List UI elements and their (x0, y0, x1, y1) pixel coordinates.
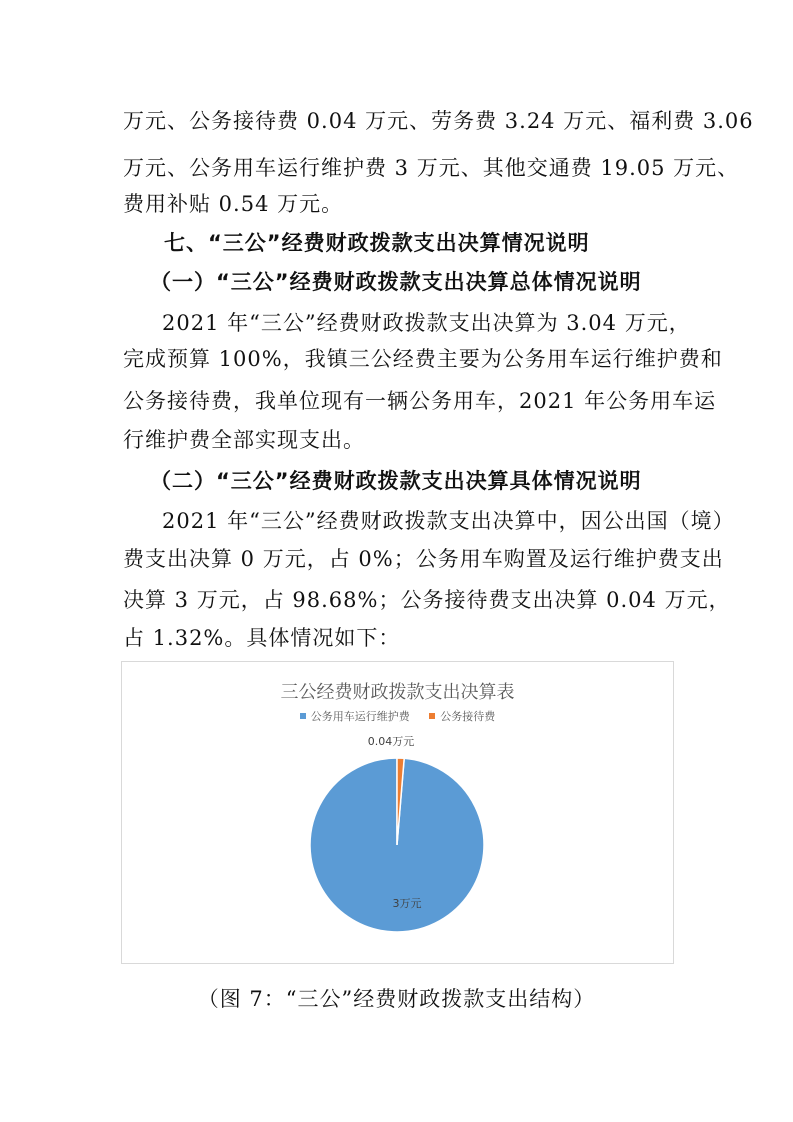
text-line: 行维护费全部实现支出。 (123, 428, 365, 452)
text-line: 决算 3 万元，占 98.68%；公务接待费支出决算 0.04 万元， (123, 588, 731, 612)
pie-svg (122, 662, 673, 963)
data-label-vehicle: 3万元 (392, 897, 422, 910)
text-line: 费用补贴 0.54 万元。 (123, 192, 344, 216)
text-line: 完成预算 100%，我镇三公经费主要为公务用车运行维护费和 (123, 347, 723, 371)
text-line: 公务接待费，我单位现有一辆公务用车，2021 年公务用车运 (123, 389, 717, 413)
chart-title: 三公经费财政拨款支出决算表 (280, 682, 515, 703)
text-line: 占 1.32%。具体情况如下： (123, 626, 401, 650)
text-line: 万元、公务用车运行维护费 3 万元、其他交通费 19.05 万元、 (123, 156, 740, 180)
subsection-heading-overall: （一）“三公”经费财政拨款支出决算总体情况说明 (150, 270, 642, 294)
subsection-heading-detail: （二）“三公”经费财政拨款支出决算具体情况说明 (150, 469, 642, 493)
text-line: 2021 年“三公”经费财政拨款支出决算为 3.04 万元， (162, 311, 691, 335)
text-line: 万元、公务接待费 0.04 万元、劳务费 3.24 万元、福利费 3.06 (123, 109, 754, 133)
pie-chart (121, 661, 674, 964)
section-heading: 七、“三公”经费财政拨款支出决算情况说明 (164, 231, 590, 255)
figure-caption: （图 7：“三公”经费财政拨款支出结构） (197, 987, 596, 1011)
text-line: 2021 年“三公”经费财政拨款支出决算中，因公出国（境） (162, 509, 735, 533)
legend-label-vehicle: 公务用车运行维护费 (310, 710, 410, 723)
legend-label-reception: 公务接待费 (440, 710, 496, 723)
data-label-reception: 0.04万元 (367, 735, 415, 748)
text-line: 费支出决算 0 万元，占 0%；公务用车购置及运行维护费支出 (123, 547, 724, 571)
